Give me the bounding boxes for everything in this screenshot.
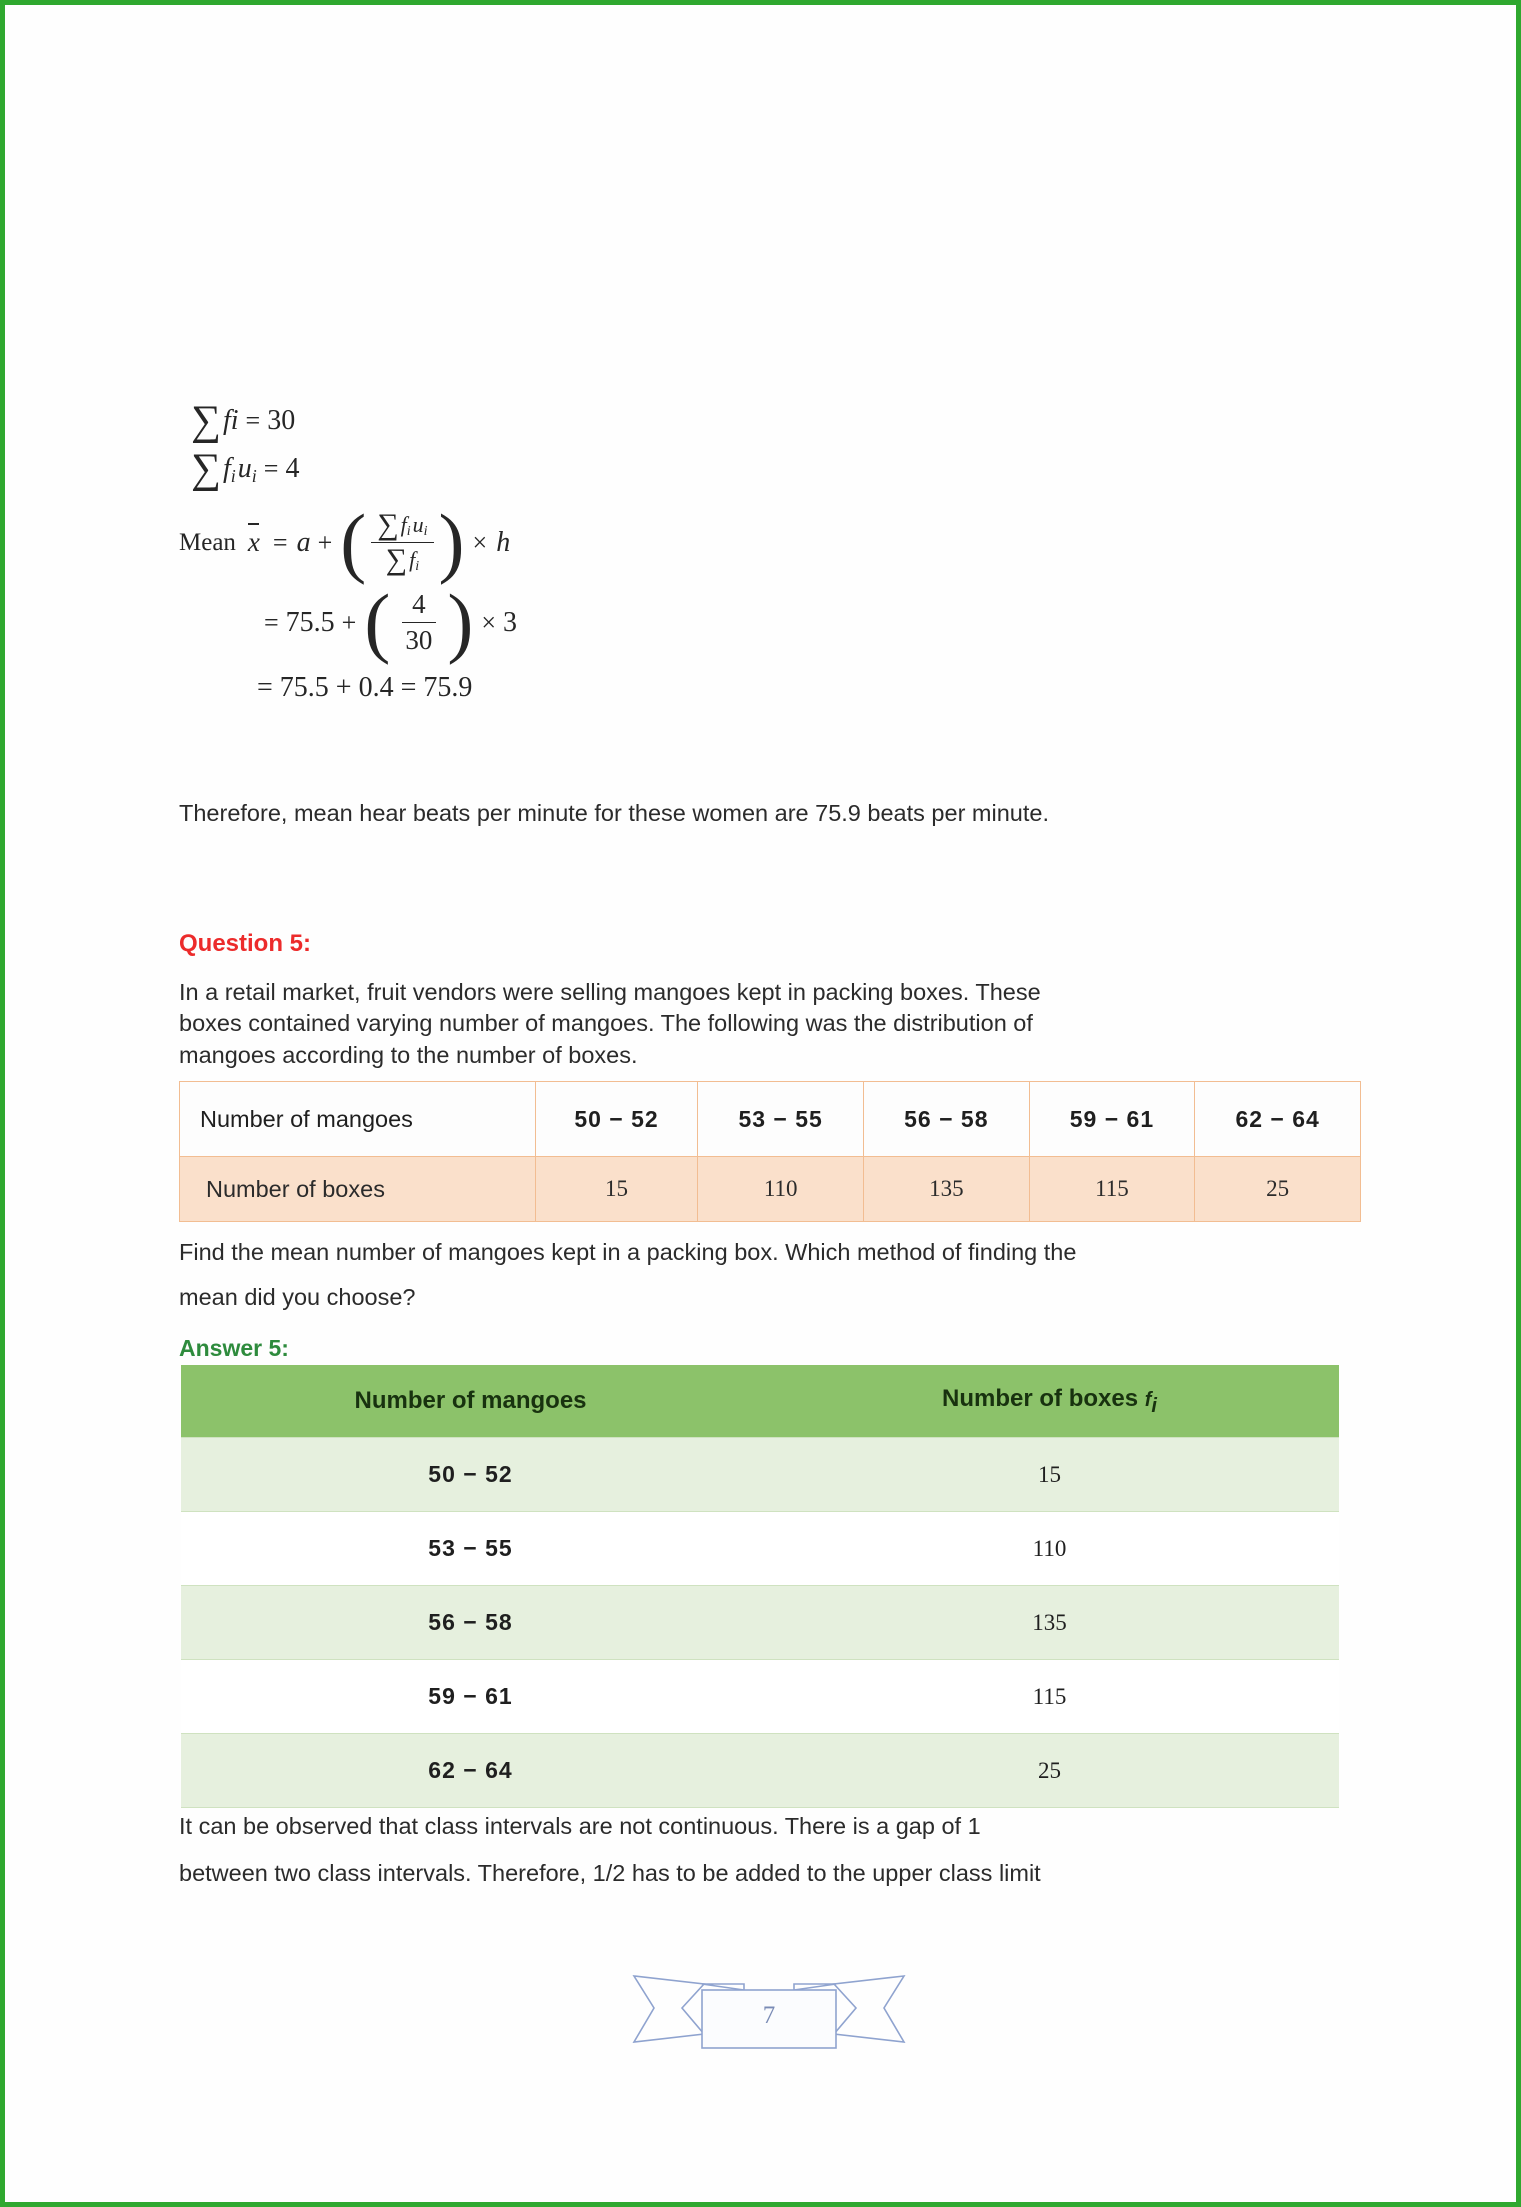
page-number: 7 — [762, 2002, 776, 2029]
question-table-frequency-4: 25 — [1195, 1157, 1361, 1222]
mean-calculation-step-1 — [257, 578, 739, 666]
fraction-denominator-value: 30 — [405, 625, 433, 655]
sum-fiui-equation — [191, 448, 739, 490]
mean-calculation-step-2: = 75.5 + 0.4 = 75.9 — [257, 672, 473, 703]
table-row — [181, 1512, 1339, 1586]
question-table-interval-0: 50 − 52 — [535, 1082, 698, 1157]
right-paren: ) — [447, 578, 474, 666]
equals-sign: = — [272, 527, 288, 557]
answer-row-interval-3: 59 − 61 — [181, 1660, 760, 1734]
denominator-f: f — [409, 547, 416, 572]
question-table-interval-3: 59 − 61 — [1029, 1082, 1195, 1157]
sigma-icon: ∑ — [385, 543, 408, 576]
numerator-u-sub: i — [423, 524, 428, 539]
question-line-2: boxes contained varying number of mangoes. The following was the distribution of — [179, 1010, 1033, 1037]
table-row — [181, 1660, 1339, 1734]
question-table-row-label-mangoes: Number of mangoes — [180, 1082, 536, 1157]
equals-sign: = — [245, 406, 261, 435]
assumed-mean-value: 75.5 — [285, 606, 335, 638]
answer-heading: Answer 5: — [179, 1335, 289, 1361]
answer-data-table — [181, 1365, 1339, 1808]
numerator-f: f — [400, 512, 407, 537]
table-row — [181, 1734, 1339, 1808]
question-line-1: In a retail market, fruit vendors were selling mangoes kept in packing boxes. These — [179, 979, 1041, 1005]
fraction-denominator — [380, 543, 425, 575]
sum-fiui-u-sub: i — [251, 465, 257, 486]
question-table-frequency-0: 15 — [535, 1157, 698, 1222]
plus-sign: + — [317, 527, 333, 557]
answer-table-header-mangoes: Number of mangoes — [181, 1365, 760, 1438]
conclusion-text: Therefore, mean hear beats per minute for these women are 75.9 beats per minute. — [179, 800, 1049, 826]
sum-fi-value: 30 — [267, 405, 296, 436]
left-paren: ( — [340, 498, 367, 586]
question-table-frequency-3: 115 — [1029, 1157, 1195, 1222]
table-row — [181, 1586, 1339, 1660]
denominator-f-sub: i — [415, 559, 420, 574]
sum-fi-variable: fi — [222, 405, 239, 436]
equals-sign: = — [263, 454, 279, 483]
table-header-row — [181, 1365, 1339, 1438]
answer-row-interval-1: 53 − 55 — [181, 1512, 760, 1586]
sum-fi-equation — [191, 400, 739, 442]
question-table-interval-1: 53 − 55 — [698, 1082, 864, 1157]
table-row — [181, 1438, 1339, 1512]
answer-tail-line-2: between two class intervals. Therefore, 1/2 has to be added to the upper class limit — [179, 1860, 1041, 1887]
answer-row-interval-4: 62 − 64 — [181, 1734, 760, 1808]
question-tail-line-2: mean did you choose? — [179, 1284, 416, 1311]
numerator-f-sub: i — [406, 524, 411, 539]
fraction-numerator-value: 4 — [402, 589, 436, 623]
page-number-ribbon — [179, 1950, 1359, 2060]
question-data-table — [179, 1081, 1361, 1222]
answer-row-frequency-4: 25 — [760, 1734, 1339, 1808]
question-heading: Question 5: — [179, 930, 312, 957]
class-size-h: h — [496, 526, 511, 558]
question-table-interval-2: 56 − 58 — [863, 1082, 1029, 1157]
assumed-mean-a: a — [296, 526, 311, 558]
sum-ratio-fraction — [371, 510, 433, 575]
class-size-value: 3 — [502, 606, 517, 638]
multiply-sign: × — [481, 607, 496, 637]
question-tail — [179, 1237, 1349, 1314]
sigma-icon: ∑ — [191, 446, 221, 492]
answer-table-header-boxes — [760, 1365, 1339, 1438]
question-line-3: mangoes according to the number of boxes. — [179, 1041, 638, 1068]
answer-row-frequency-3: 115 — [760, 1660, 1339, 1734]
right-paren: ) — [438, 498, 465, 586]
answer-header-boxes-text: Number of boxes — [942, 1384, 1145, 1412]
question-table-row-label-boxes: Number of boxes — [180, 1157, 536, 1222]
question-body — [179, 977, 1309, 1071]
numeric-fraction — [395, 589, 442, 656]
page-body — [5, 5, 1516, 2202]
answer-tail-line-1: It can be observed that class intervals are not continuous. There is a gap of 1 — [179, 1813, 981, 1839]
sum-fiui-f-sub: i — [230, 465, 236, 486]
mean-label: Mean — [179, 528, 236, 556]
equals-sign: = — [264, 607, 279, 637]
fraction-numerator — [371, 510, 433, 543]
sum-fiui-f: f — [222, 453, 231, 484]
answer-row-frequency-2: 135 — [760, 1586, 1339, 1660]
answer-row-interval-2: 56 − 58 — [181, 1586, 760, 1660]
mean-derivation-math — [179, 400, 739, 704]
multiply-sign: × — [472, 527, 488, 557]
numerator-u: u — [412, 512, 424, 537]
answer-tail — [179, 1811, 1349, 1890]
x-bar-symbol: x — [247, 527, 260, 557]
answer-header-f-subscript: i — [1151, 1394, 1157, 1417]
sigma-icon: ∑ — [191, 398, 221, 444]
answer-row-interval-0: 50 − 52 — [181, 1438, 760, 1512]
table-row — [180, 1082, 1361, 1157]
left-paren: ( — [364, 578, 391, 666]
mean-formula-equation — [179, 498, 739, 586]
question-table-interval-4: 62 − 64 — [1195, 1082, 1361, 1157]
answer-row-frequency-1: 110 — [760, 1512, 1339, 1586]
sigma-icon: ∑ — [377, 508, 399, 541]
sum-fiui-value: 4 — [285, 453, 300, 484]
question-table-frequency-2: 135 — [863, 1157, 1029, 1222]
table-row — [180, 1157, 1361, 1222]
question-tail-line-1: Find the mean number of mangoes kept in a packing box. Which method of finding the — [179, 1239, 1077, 1265]
answer-row-frequency-0: 15 — [760, 1438, 1339, 1512]
question-table-frequency-1: 110 — [698, 1157, 864, 1222]
sum-fiui-u: u — [237, 453, 252, 484]
plus-sign: + — [341, 607, 357, 637]
answer-header-f-symbol: f — [1144, 1388, 1152, 1411]
